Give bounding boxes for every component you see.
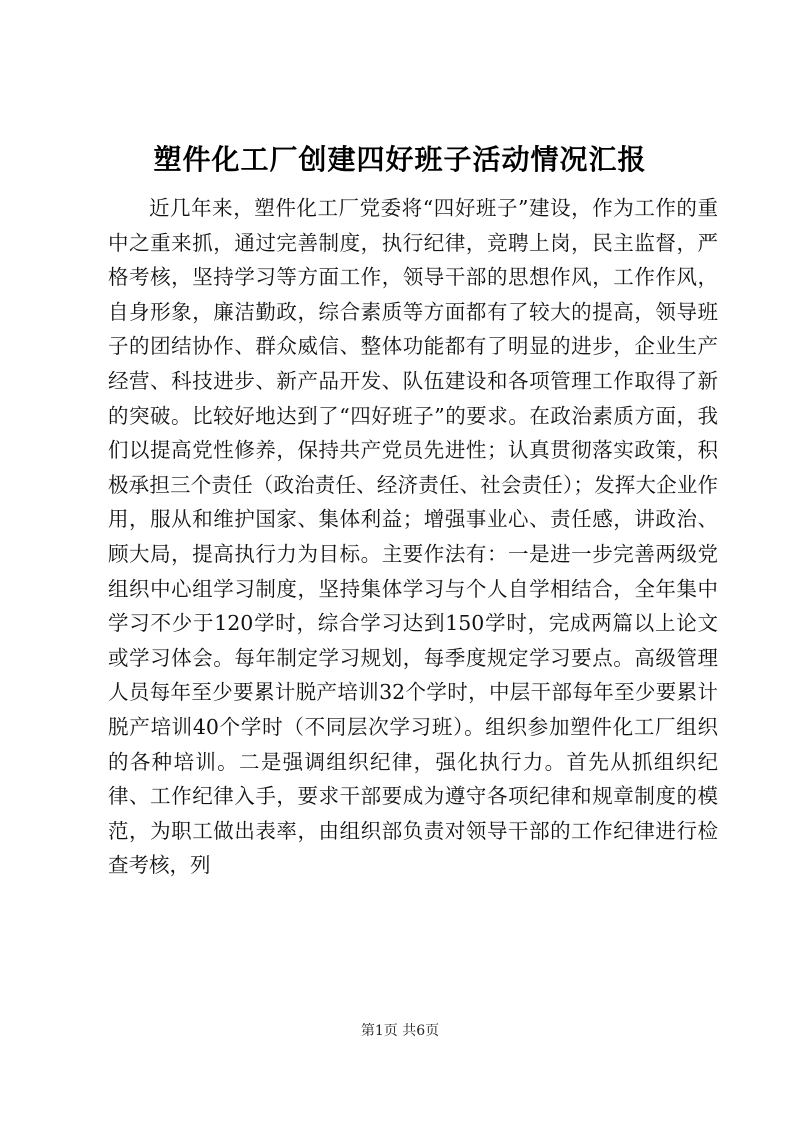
page-number-footer: 第1页 共6页 bbox=[360, 1023, 440, 1039]
document-body-paragraph: 近几年来，塑件化工厂党委将“四好班子”建设，作为工作的重中之重来抓，通过完善制度，执行纪律，竞聘上岗，民主监督，严格考核，坚持学习等方面工作，领导干部的思想作风，工作作风，自身形象，廉洁勤政，综合素质等方面都有了较大的提高，领导班子的团结协作、群众威信、整体功能都有了明显的进步，企业生产经营、科技进步、新产品开发、队伍建设和各项管理工作取得了新的突破。比较好地达到了“四好班子”的要求。在政治素质方面，我们以提高党性修养，保持共产党员先进性；认真贯彻落实政策，积极承担三个责任（政治责任、经济责任、社会责任）；发挥大企业作用，服从和维护国家、集体利益；增强事业心、责任感，讲政治、顾大局，提高执行力为目标。主要作法有：一是进一步完善两级党组织中心组学习制度，坚持集体学习与个人自学相结合，全年集中学习不少于120学时，综合学习达到150学时，完成两篇以上论文或学习体会。每年制定学习规划，每季度规定学习要点。高级管理人员每年至少要累计脱产培训32个学时，中层干部每年至少要累计脱产培训40个学时（不同层次学习班）。组织参加塑件化工厂组织的各种培训。二是强调组织纪律，强化执行力。首先从抓组织纪律、工作纪律入手，要求干部要成为遵守各项纪律和规章制度的模范，为职工做出表率，由组织部负责对领导干部的工作纪律进行检查考核，列 bbox=[108, 196, 718, 878]
document-title: 塑件化工厂创建四好班子活动情况汇报 bbox=[153, 143, 647, 176]
